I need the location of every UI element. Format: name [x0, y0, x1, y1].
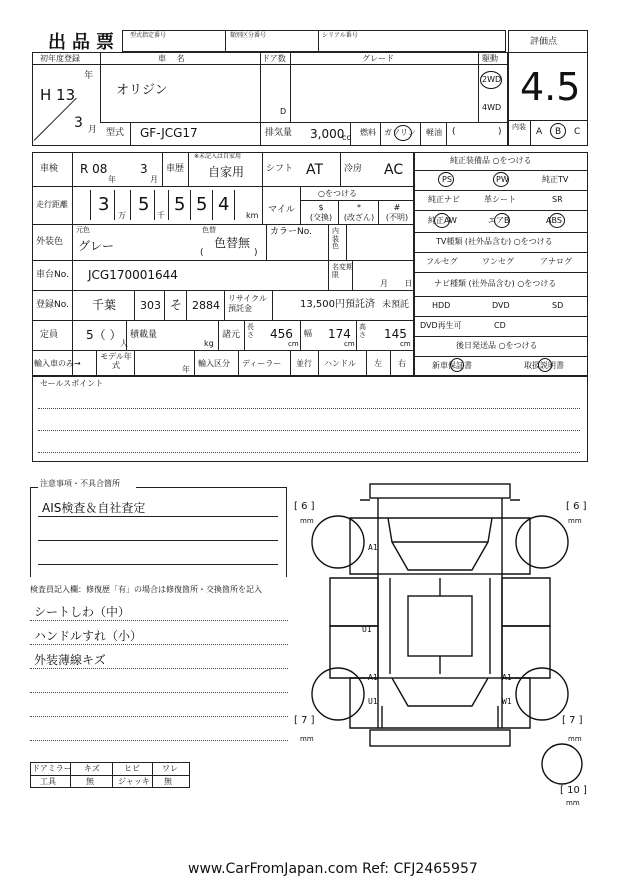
equip-pw: PW	[496, 175, 509, 184]
tv-analog: アナログ	[540, 257, 572, 266]
width-value: 174	[328, 327, 351, 341]
vin-value: JCG170001644	[88, 268, 178, 282]
reg-class: 303	[140, 299, 161, 312]
right-handle: 右	[398, 359, 406, 368]
interior-grade-circle	[550, 123, 566, 139]
equip-tv: 純正TV	[542, 175, 569, 184]
navi-sd: SD	[552, 301, 564, 310]
mile-label: マイル	[268, 205, 295, 215]
post-manual: 取扱説明書	[524, 361, 564, 370]
tv-oneseg: ワンセグ	[482, 257, 514, 266]
car-name-value: オリジン	[116, 83, 168, 98]
interior-color-label: 内装色	[332, 227, 339, 251]
score-value: 4.5	[520, 65, 581, 109]
genuine-title: 純正装備品 ○をつける	[450, 156, 532, 165]
mark-a1-front: A1	[368, 543, 378, 552]
interior-label: 内装	[512, 123, 526, 131]
height-value: 145	[384, 327, 407, 341]
recycle-status: 未預託	[382, 300, 410, 310]
parallel-label: 並行	[296, 359, 312, 368]
remark-2: ハンドルすれ（小）	[34, 629, 143, 643]
displacement-value: 3,000	[310, 127, 345, 141]
mileage-digit-1: 3	[98, 194, 110, 215]
model-cert-label: 型式指定番号	[130, 32, 167, 39]
left-handle: 左	[374, 359, 382, 368]
fuel-label: 燃料	[360, 128, 376, 137]
first-reg-label: 初年度登録	[40, 54, 80, 63]
watermark: www.CarFromJapan.com Ref: CFJ2465957	[188, 861, 478, 877]
mileage-digit-4: 5	[196, 194, 208, 215]
mileage-digit-3: 5	[174, 194, 186, 215]
altered-label: * (改ざん)	[343, 203, 375, 222]
tire-rr-value: [ 7 ]	[562, 715, 583, 726]
car-diagram	[290, 478, 590, 808]
ac-value: AC	[384, 162, 404, 178]
tire-spare-value: [ 10 ]	[560, 785, 587, 796]
header-id-box	[122, 30, 506, 52]
drive-2wd: 2WD	[482, 75, 502, 84]
remark-3: 外装薄線キズ	[34, 653, 106, 667]
mark-u1-rear: U1	[368, 697, 378, 706]
dealer-label: ディーラー	[242, 359, 282, 368]
sales-point-box	[32, 376, 588, 462]
fuel-value: ガソリン	[384, 128, 416, 137]
notes-line-1: AIS検査＆自社査定	[42, 501, 146, 515]
equip-abs: ABS	[546, 216, 562, 225]
interior-grade-c: C	[574, 127, 581, 137]
mileage-label: 走行距離	[36, 200, 68, 209]
diesel-label: 軽油	[426, 128, 442, 137]
name-change-label: 名変期限	[332, 263, 353, 279]
model-year-label: モデル年式	[100, 352, 132, 370]
equip-sr: SR	[552, 195, 563, 204]
recycle-amount: 13,500円預託済	[300, 299, 375, 310]
shaken-label: 車検	[40, 164, 59, 174]
fuel-circle	[394, 125, 412, 141]
exchange-label: $ (交換)	[309, 203, 333, 222]
import-label: 輸入車のみ→	[34, 359, 81, 368]
drive-4wd: 4WD	[482, 103, 502, 112]
reg-area: 千葉	[92, 298, 117, 312]
mileage-digit-2: 5	[138, 194, 150, 215]
interior-grade-a: A	[536, 127, 543, 137]
model-label: 型式	[106, 128, 125, 138]
capacity-label: 定員	[40, 330, 59, 340]
tire-fr-value: [ 6 ]	[566, 501, 587, 512]
mark-u1-side: U1	[362, 625, 372, 634]
tire-rl-value: [ 7 ]	[294, 715, 315, 726]
handle-label: ハンドル	[324, 359, 356, 368]
inspector-note: 検査員記入欄：修復歴「有」の場合は修復箇所・交換箇所を記入	[30, 585, 262, 594]
equip-leather: 革シート	[484, 195, 516, 204]
grade-label: グレード	[362, 54, 394, 63]
tv-fullseg: フルセグ	[426, 257, 458, 266]
equip-airbag: エアB	[488, 216, 510, 225]
serial-label: シリアル番号	[322, 32, 358, 39]
recycle-label: リサイクル預託金	[228, 294, 267, 313]
navi-dvdplay: DVD再生可	[420, 321, 462, 330]
shift-label: シフト	[266, 164, 294, 174]
model-value: GF-JCG17	[140, 126, 198, 140]
sales-point-label: セールスポイント	[40, 379, 104, 388]
color-code-label: カラーNo.	[270, 227, 312, 237]
import-type-label: 輸入区分	[198, 359, 230, 368]
equip-aw: 純正AW	[428, 216, 457, 225]
car-name-label: 車 名	[158, 54, 189, 63]
mark-a1-rear: A1	[368, 673, 378, 682]
color-change-value: 色替無	[214, 236, 251, 250]
tv-title: TV種類 (社外品含む) ○をつける	[436, 237, 553, 246]
reg-no-label: 登録No.	[36, 300, 69, 310]
category-label: 類別区分番号	[230, 32, 267, 39]
post-title: 後日発送品 ○をつける	[456, 341, 538, 350]
equip-ps: PS	[442, 175, 452, 184]
displacement-label: 排気量	[265, 128, 293, 138]
mileage-digit-5: 4	[218, 194, 230, 215]
reg-kana: そ	[170, 298, 183, 312]
navi-cd: CD	[494, 321, 506, 330]
form-title: 出品票	[48, 32, 120, 53]
equip-navi: 純正ナビ	[428, 195, 460, 204]
mark-w1: W1	[502, 697, 512, 706]
navi-hdd: HDD	[432, 301, 451, 310]
door-code: D	[280, 107, 287, 116]
score-label: 評価点	[530, 37, 558, 47]
color-value: グレー	[78, 239, 115, 253]
unknown-label: # (不明)	[385, 203, 409, 222]
first-reg-year: H 13	[40, 86, 76, 104]
tire-fl-value: [ 6 ]	[294, 501, 315, 512]
capacity-value: 5（ ）	[86, 328, 122, 342]
color-label: 外装色	[36, 237, 64, 247]
interior-grade-b: B	[555, 127, 562, 137]
load-label: 積載量	[130, 330, 158, 340]
use-label: 車歴	[166, 164, 185, 174]
use-value: 自家用	[208, 165, 245, 179]
length-value: 456	[270, 327, 293, 341]
dim-label: 諸元	[222, 330, 241, 340]
shaken-month: 3	[140, 162, 148, 176]
shaken-year: R 08	[80, 162, 108, 176]
first-reg-month: 3	[74, 115, 83, 131]
navi-dvd: DVD	[492, 301, 510, 310]
notes-title: 注意事項・不具合箇所	[40, 479, 120, 488]
drive-label: 駆動	[482, 54, 498, 63]
post-warranty: 新車保証書	[432, 361, 472, 370]
shift-value: AT	[306, 162, 324, 178]
drive-2wd-circle	[480, 71, 502, 89]
mark-a1-right: A1	[502, 673, 512, 682]
remark-1: シートしわ（中）	[34, 605, 131, 619]
vin-label: 車台No.	[36, 270, 69, 280]
door-label: ドア数	[262, 54, 286, 63]
navi-title: ナビ種類 (社外品含む) ○をつける	[434, 279, 557, 288]
reg-number: 2884	[192, 299, 220, 312]
ac-label: 冷房	[344, 164, 363, 174]
